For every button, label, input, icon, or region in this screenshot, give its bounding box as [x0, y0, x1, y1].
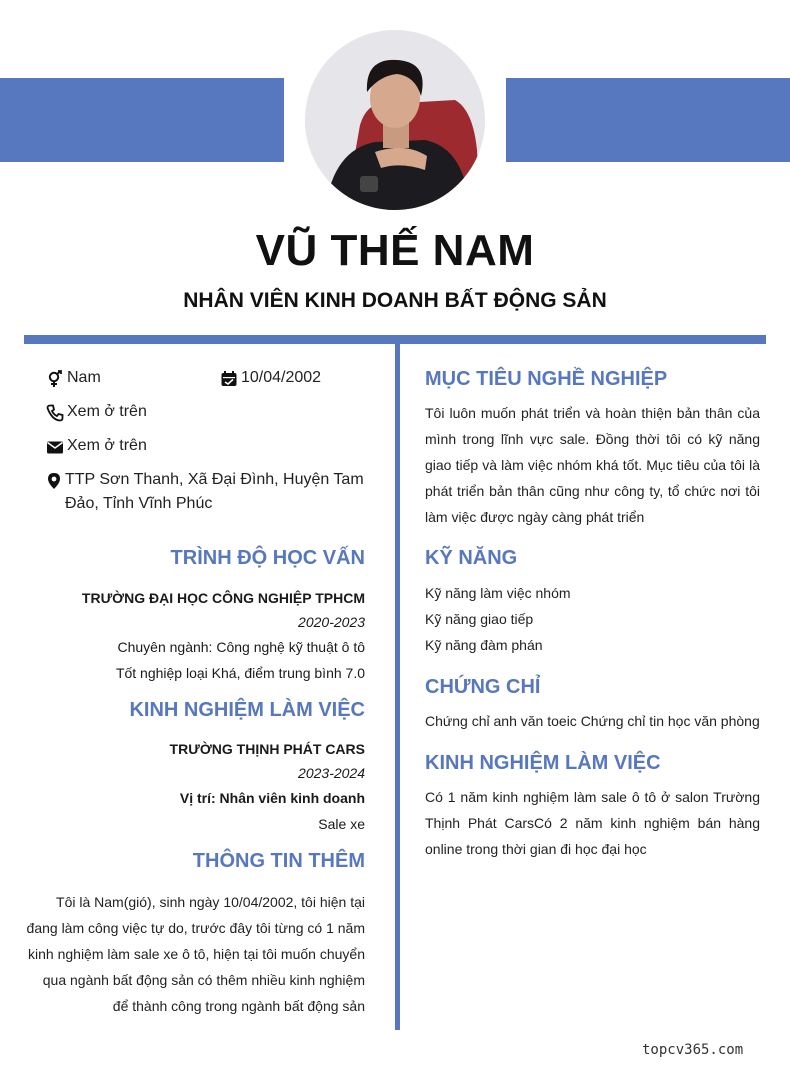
education-graduation: Tốt nghiệp loại Khá, điểm trung bình 7.0: [115, 665, 365, 681]
birthday-value: 10/04/2002: [241, 369, 322, 386]
education-major: Chuyên ngành: Công nghệ kỹ thuật ô tô: [117, 639, 365, 655]
education-period: 2020-2023: [298, 614, 365, 630]
education-title: TRÌNH ĐỘ HỌC VẤN: [170, 547, 365, 569]
header-band-right: [506, 78, 790, 162]
header-band-left: [0, 78, 284, 162]
email-value: Xem ở trên: [67, 437, 147, 454]
phone-icon: [45, 402, 65, 422]
objective-title: MỤC TIÊU NGHỀ NGHIỆP: [425, 368, 668, 390]
experience-right-title: KINH NGHIỆM LÀM VIỆC: [425, 752, 661, 774]
footer-watermark: topcv365.com: [642, 1042, 744, 1058]
contact-email: [45, 436, 147, 458]
additional-info-text: Tôi là Nam(gió), sinh ngày 10/04/2002, tôi hiện tại đang làm công việc tự do, trước đây tôi từng có 1 năm kinh nghiệm làm sale xe ô tô, hiện tại tôi muốn chuyển qua ngành bất động sản có thêm nhiều kinh nghiệm để thành công trong ngành bất động sản: [26, 894, 365, 1014]
contact-address: [45, 470, 395, 516]
education-school: TRƯỜNG ĐẠI HỌC CÔNG NGHIỆP TPHCM: [81, 590, 365, 606]
experience-description: Sale xe: [318, 816, 365, 832]
skills-title: KỸ NĂNG: [425, 547, 518, 569]
contact-birthday: [219, 368, 321, 390]
skill-item: Kỹ năng giao tiếp: [425, 611, 534, 627]
experience-company: TRƯỜNG THỊNH PHÁT CARS: [169, 741, 365, 757]
skill-item: Kỹ năng đàm phán: [425, 637, 543, 653]
contact-gender: [45, 368, 101, 390]
profile-photo: [305, 30, 485, 210]
certificates-text: Chứng chỉ anh văn toeic Chứng chỉ tin học văn phòng: [425, 713, 760, 729]
calendar-icon: [219, 368, 239, 388]
experience-position: Vị trí: Nhân viên kinh doanh: [179, 790, 365, 806]
experience-right-text: Có 1 năm kinh nghiệm làm sale ô tô ở salon Trường Thịnh Phát CarsCó 2 năm kinh nghiệm bán hàng online trong thời gian đi học đại học: [425, 789, 760, 857]
profile-photo-illustration: [305, 30, 485, 210]
certificates-title: CHỨNG CHỈ: [425, 676, 541, 698]
skill-item: Kỹ năng làm việc nhóm: [425, 585, 571, 601]
address-value: TTP Sơn Thanh, Xã Đại Đình, Huyện Tam Đảo, Tỉnh Vĩnh Phúc: [65, 471, 364, 512]
location-pin-icon: [45, 470, 63, 490]
contact-phone: [45, 402, 147, 424]
objective-text: Tôi luôn muốn phát triển và hoàn thiện bản thân của mình trong lĩnh vực sale. Đồng thời tôi có kỹ năng giao tiếp và làm việc nhóm khá tốt. Mục tiêu của tôi là phát triển bản thân cũng như công ty, tổ chức nơi tôi làm việc được ngày càng phát triển: [425, 405, 760, 525]
vertical-divider: [395, 344, 400, 1030]
experience-left-title: KINH NGHIỆM LÀM VIỆC: [129, 699, 365, 721]
horizontal-divider: [24, 335, 766, 344]
phone-value: Xem ở trên: [67, 403, 147, 420]
envelope-icon: [45, 436, 65, 456]
candidate-name: VŨ THẾ NAM: [255, 226, 535, 275]
job-title: NHÂN VIÊN KINH DOANH BẤT ĐỘNG SẢN: [183, 289, 607, 312]
experience-period: 2023-2024: [298, 765, 365, 781]
additional-info-title: THÔNG TIN THÊM: [192, 850, 365, 872]
gender-value: Nam: [67, 369, 101, 386]
gender-icon: [45, 368, 65, 388]
